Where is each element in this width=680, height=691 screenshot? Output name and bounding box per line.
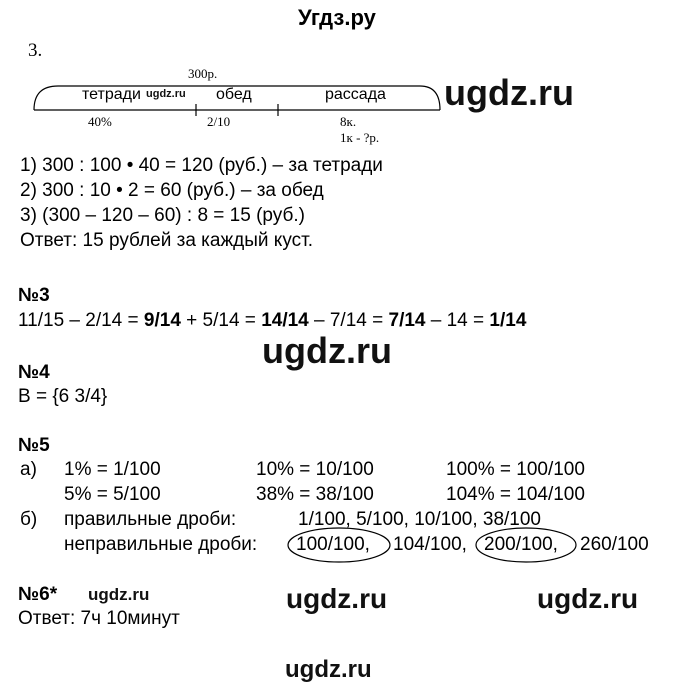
watermark: ugdz.ru [146,88,186,100]
n5-b-label: б) [20,509,38,530]
diagram-brace [28,62,448,152]
n3-part: 11/15 – 2/14 = [18,310,144,331]
n3-bold-part: 1/14 [489,310,527,331]
segment-seedlings: рассада [325,86,386,103]
n6-heading: №6* [18,584,58,605]
below-notebooks: 40% [88,114,112,129]
n3-heading: №3 [18,285,50,306]
improper-value-1: 100/100, [296,534,370,555]
watermark: ugdz.ru [286,583,388,614]
n3-part: – 14 = [425,310,490,331]
n6-answer: Ответ: 7ч 10минут [18,608,180,629]
watermark: ugdz.ru [537,583,639,614]
site-title: Угдз.ру [298,5,376,30]
improper-value-3: 200/100, [484,534,558,555]
n5-heading: №5 [18,435,50,456]
step-2: 2) 300 : 10 • 2 = 60 (руб.) – за обед [20,180,324,201]
task3-answer: Ответ: 15 рублей за каждый куст. [20,230,313,251]
n5-r1c2: 10% = 10/100 [256,459,374,480]
watermark: ugdz.ru [285,656,372,683]
step-1: 1) 300 : 100 • 40 = 120 (руб.) – за тетради [20,155,383,176]
watermark: ugdz.ru [444,72,574,113]
proper-label: правильные дроби: [64,509,237,530]
n3-bold-part: 14/14 [261,310,309,331]
circle-mark [474,526,578,564]
n3-expression [18,310,526,332]
proper-values: 1/100, 5/100, 10/100, 38/100 [298,509,541,530]
n5-r1c1: 1% = 1/100 [64,459,161,480]
n3-bold-part: 9/14 [143,310,181,331]
improper-value-4: 260/100 [580,534,649,555]
improper-label: неправильные дроби: [64,534,258,555]
n4-line: B = {6 3/4} [18,386,108,407]
segment-notebooks: тетради [82,86,141,103]
watermark: ugdz.ru [262,330,392,371]
watermark: ugdz.ru [88,585,150,604]
below-lunch: 2/10 [207,114,231,129]
n5-a-label: а) [20,459,37,480]
n3-part: + 5/14 = [180,310,262,331]
task-number: 3. [28,40,43,61]
step-3: 3) (300 – 120 – 60) : 8 = 15 (руб.) [20,205,305,226]
below-seedlings: 8к. [340,114,357,129]
n4-heading: №4 [18,362,50,383]
improper-value-2: 104/100, [393,534,467,555]
circle-mark [286,526,392,564]
n3-part: – 7/14 = [308,310,389,331]
diagram-total: 300р. [188,66,218,81]
n3-bold-part: 7/14 [388,310,426,331]
segment-diagram [28,62,448,152]
diagram-note: 1к - ?р. [340,130,380,145]
n5-r1c3: 100% = 100/100 [446,459,585,480]
n5-r2c3: 104% = 104/100 [446,484,585,505]
n5-r2c2: 38% = 38/100 [256,484,374,505]
segment-lunch: обед [216,86,252,103]
n5-r2c1: 5% = 5/100 [64,484,161,505]
